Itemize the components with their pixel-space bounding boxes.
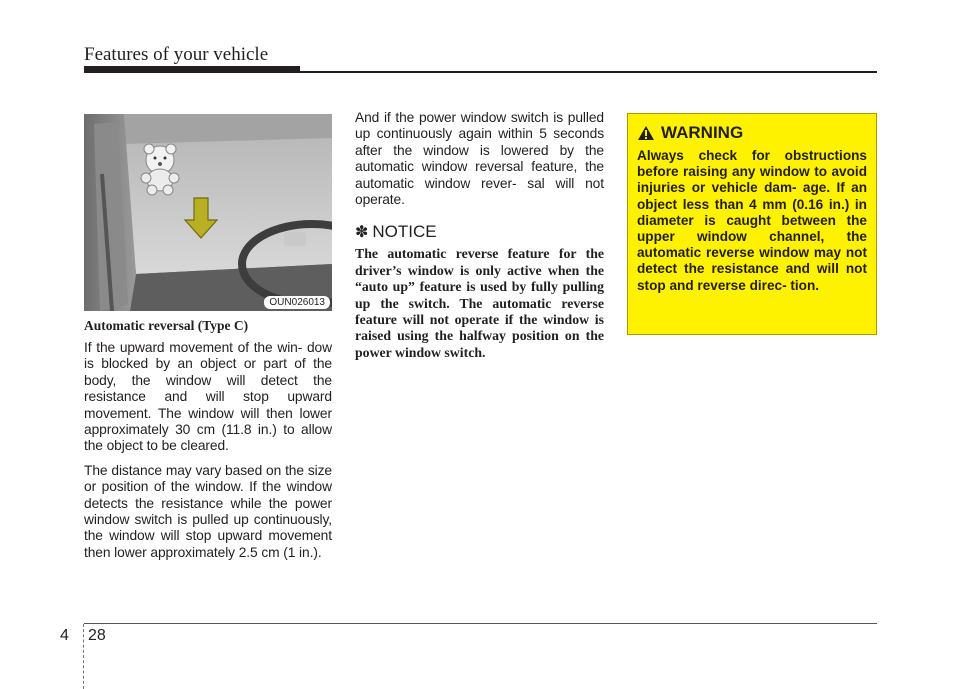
middle-column (355, 110, 604, 361)
paragraph-1: If the upward movement of the win- dow is blocked by an object or part of the body, the window will detect the resistance and will stop upward movement. The window will then lower approximately 30 cm (11.8 in.) to allow the object to be cleared. (84, 340, 332, 454)
star-asterisk-icon: ✽ (355, 224, 369, 242)
warning-box (627, 113, 877, 335)
left-column (84, 318, 332, 569)
figure-code: OUN026013 (264, 296, 330, 309)
notice-title: NOTICE (372, 222, 437, 242)
paragraph-3: And if the power window switch is pulled up continuously again within 5 seconds after the window is lowered by the automatic window reversal feature, the automatic window rever- sal will not operate. (355, 110, 604, 208)
header-rule (84, 71, 877, 73)
section-subheading: Automatic reversal (Type C) (84, 318, 249, 333)
warning-text: Always check for obstructions before raising any window to avoid injuries or vehicle dam- age. If an object less than 4 mm (0.16 in.) in diameter is caught between the upper window channel, the automatic reverse window may not detect the resistance and will not stop and reverse direc- tion. (637, 148, 867, 293)
footer-rule (84, 623, 877, 624)
warning-heading (637, 123, 867, 143)
paragraph-2: The distance may vary based on the size or position of the window. If the window detects the resistance while the power window switch is pulled up continuously, the window will stop upward movement then lower approximately 2.5 cm (1 in.). (84, 462, 332, 560)
notice-heading (355, 222, 604, 242)
warning-title: WARNING (661, 123, 744, 142)
chapter-number: 4 (60, 627, 69, 644)
page-header-title: Features of your vehicle (84, 44, 269, 65)
footer-divider (83, 624, 84, 689)
warning-triangle-icon (637, 125, 655, 141)
car-interior-illustration (84, 114, 332, 311)
notice-text: The automatic reverse feature for the driver’s window is only active when the “auto up” feature is used by fully pulling up the switch. The automatic reverse feature will not operate if the window is raised using the halfway position on the power window switch. (355, 246, 604, 360)
window-reversal-photo (84, 114, 332, 311)
page-number: 28 (88, 627, 106, 644)
